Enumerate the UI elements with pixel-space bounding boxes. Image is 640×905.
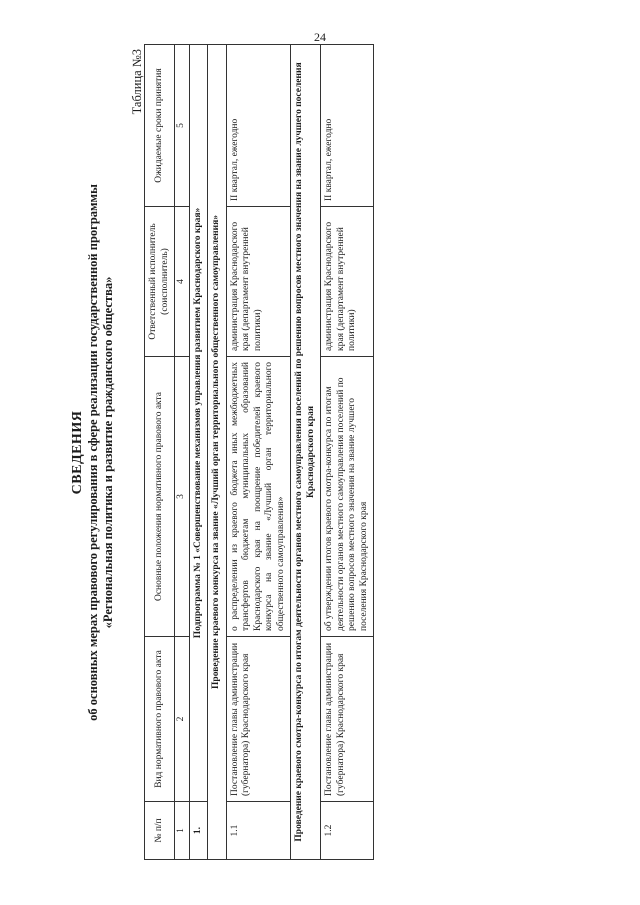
act-type-cell: Постановление главы администрации (губернатора) Краснодарского края xyxy=(226,637,291,802)
column-number: 3 xyxy=(175,357,190,637)
provisions-cell: о распределении из краевого бюджета иных межбюджетных трансфертов бюджетам муниципальных образований Краснодарского края на поощрение победителей краевого конкурса на звание «Лучший орган территориального общественного самоуправления» xyxy=(226,357,291,637)
header-provisions: Основные положения нормативного правового акта xyxy=(145,357,175,637)
header-term: Ожидаемые сроки принятия xyxy=(145,45,175,207)
section-title: Подпрограмма № 1 «Совершенствование механизмов управления развитием Краснодарского края» xyxy=(189,45,208,802)
subsection-title: Проведение краевого конкурса на звание «Лучший орган территориального общественного самоуправления» xyxy=(208,45,227,860)
column-number-row xyxy=(175,45,190,860)
row-number: 1.1 xyxy=(226,802,291,860)
subsection-title: Проведение краевого смотра-конкурса по итогам деятельности органов местного самоуправления поселений по решению вопросов местного значения на звание лучшего поселения Краснодарского края xyxy=(291,45,321,860)
column-number: 4 xyxy=(175,207,190,357)
provisions-cell: об утверждении итогов краевого смотра-конкурса по итогам деятельности органов местного самоуправления поселений по решению вопросов местного значения на звание лучшего поселения Краснодарского края xyxy=(321,357,374,637)
table-row xyxy=(226,45,291,860)
table-row xyxy=(321,45,374,860)
table-label: Таблица №3 xyxy=(130,49,144,115)
title-line-2: «Региональная политика и развитие гражданского общества» xyxy=(101,276,115,629)
header-act-type: Вид нормативного правового акта xyxy=(145,637,175,802)
header-executor: Ответственный исполнитель (соисполнитель) xyxy=(145,207,175,357)
subsection-row xyxy=(291,45,321,860)
title-line-1: об основных мерах правового регулирования в сфере реализации государственной программы xyxy=(86,184,100,721)
executor-cell: администрация Краснодарского края (департамент внутренней политики) xyxy=(226,207,291,357)
column-number: 1 xyxy=(175,802,190,860)
title-main: СВЕДЕНИЯ xyxy=(70,410,85,495)
column-number: 2 xyxy=(175,637,190,802)
header-row xyxy=(145,45,175,860)
row-number: 1.2 xyxy=(321,802,374,860)
executor-cell: администрация Краснодарского края (департамент внутренней политики) xyxy=(321,207,374,357)
term-cell: II квартал, ежегодно xyxy=(321,45,374,207)
measures-table xyxy=(144,44,374,860)
section-row xyxy=(189,45,208,860)
header-num: № п/п xyxy=(145,802,175,860)
document-title xyxy=(70,45,116,860)
term-cell: II квартал, ежегодно xyxy=(226,45,291,207)
page-number: 24 xyxy=(314,30,326,44)
act-type-cell: Постановление главы администрации (губернатора) Краснодарского края xyxy=(321,637,374,802)
subsection-row xyxy=(208,45,227,860)
section-number: 1. xyxy=(189,802,208,860)
column-number: 5 xyxy=(175,45,190,207)
rotated-landscape-page xyxy=(70,45,570,860)
